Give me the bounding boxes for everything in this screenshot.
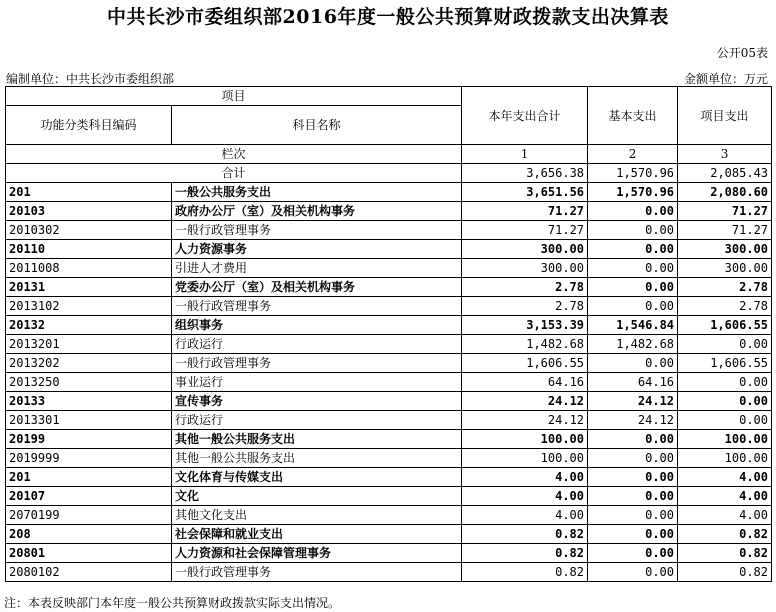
row-code: 2013301 <box>6 411 172 430</box>
form-number: 公开05表 <box>716 46 768 60</box>
table-row <box>6 183 772 202</box>
row-item: 2.78 <box>678 297 772 316</box>
row-item: 0.00 <box>678 411 772 430</box>
row-total: 3,651.56 <box>462 183 588 202</box>
table-row <box>6 449 772 468</box>
row-name: 一般公共服务支出 <box>172 183 462 202</box>
row-total: 24.12 <box>462 392 588 411</box>
row-code: 20103 <box>6 202 172 221</box>
table-row <box>6 468 772 487</box>
row-total: 1,606.55 <box>462 354 588 373</box>
row-code: 201 <box>6 183 172 202</box>
table-row <box>6 202 772 221</box>
column-index-2: 2 <box>588 145 678 164</box>
row-basic: 0.00 <box>588 278 678 297</box>
row-name: 行政运行 <box>172 411 462 430</box>
compiling-unit: 编制单位：中共长沙市委组织部 <box>6 72 175 86</box>
table-row <box>6 525 772 544</box>
row-item: 4.00 <box>678 487 772 506</box>
row-name: 文化体育与传媒支出 <box>172 468 462 487</box>
column-index-row <box>6 145 772 164</box>
row-total: 0.82 <box>462 544 588 563</box>
row-code: 2013102 <box>6 297 172 316</box>
row-basic: 24.12 <box>588 392 678 411</box>
row-name: 人力资源和社会保障管理事务 <box>172 544 462 563</box>
row-code: 20110 <box>6 240 172 259</box>
row-total: 0.82 <box>462 563 588 582</box>
row-total: 2.78 <box>462 297 588 316</box>
row-code: 2019999 <box>6 449 172 468</box>
sum-basic: 1,570.96 <box>588 164 678 183</box>
sum-item: 2,085.43 <box>678 164 772 183</box>
row-total: 4.00 <box>462 468 588 487</box>
row-name: 社会保障和就业支出 <box>172 525 462 544</box>
row-basic: 0.00 <box>588 430 678 449</box>
column-index-3: 3 <box>678 145 772 164</box>
row-name: 其他一般公共服务支出 <box>172 449 462 468</box>
row-total: 24.12 <box>462 411 588 430</box>
row-total: 1,482.68 <box>462 335 588 354</box>
row-total: 300.00 <box>462 240 588 259</box>
row-item: 100.00 <box>678 430 772 449</box>
table-row <box>6 221 772 240</box>
row-name: 事业运行 <box>172 373 462 392</box>
row-basic: 0.00 <box>588 297 678 316</box>
row-item: 1,606.55 <box>678 316 772 335</box>
table-row <box>6 354 772 373</box>
row-item: 71.27 <box>678 202 772 221</box>
row-code: 208 <box>6 525 172 544</box>
row-item: 2.78 <box>678 278 772 297</box>
row-code: 20107 <box>6 487 172 506</box>
row-name: 其他文化支出 <box>172 506 462 525</box>
row-code: 20801 <box>6 544 172 563</box>
footnote: 注：本表反映部门本年度一般公共预算财政拨款实际支出情况。 <box>4 596 341 610</box>
row-item: 4.00 <box>678 506 772 525</box>
row-item: 2,080.60 <box>678 183 772 202</box>
row-name: 一般行政管理事务 <box>172 354 462 373</box>
row-basic: 1,570.96 <box>588 183 678 202</box>
row-total: 300.00 <box>462 259 588 278</box>
row-basic: 0.00 <box>588 506 678 525</box>
row-basic: 1,482.68 <box>588 335 678 354</box>
row-basic: 0.00 <box>588 544 678 563</box>
row-total: 100.00 <box>462 430 588 449</box>
table-row <box>6 335 772 354</box>
row-total: 71.27 <box>462 221 588 240</box>
row-code: 2080102 <box>6 563 172 582</box>
table-row <box>6 544 772 563</box>
table-row <box>6 373 772 392</box>
table-row <box>6 506 772 525</box>
row-basic: 0.00 <box>588 468 678 487</box>
row-item: 0.00 <box>678 335 772 354</box>
row-code: 20199 <box>6 430 172 449</box>
row-name: 引进人才费用 <box>172 259 462 278</box>
row-name: 文化 <box>172 487 462 506</box>
table-row <box>6 411 772 430</box>
row-basic: 64.16 <box>588 373 678 392</box>
row-item: 0.00 <box>678 392 772 411</box>
row-total: 4.00 <box>462 506 588 525</box>
row-item: 4.00 <box>678 468 772 487</box>
table-row <box>6 563 772 582</box>
amount-unit: 金额单位：万元 <box>683 72 768 86</box>
row-name: 组织事务 <box>172 316 462 335</box>
row-item: 1,606.55 <box>678 354 772 373</box>
table-row <box>6 259 772 278</box>
header-code: 功能分类科目编码 <box>6 106 172 145</box>
row-total: 100.00 <box>462 449 588 468</box>
row-basic: 0.00 <box>588 221 678 240</box>
header-basic: 基本支出 <box>588 87 678 145</box>
table-row <box>6 240 772 259</box>
row-item: 100.00 <box>678 449 772 468</box>
row-basic: 0.00 <box>588 449 678 468</box>
row-code: 20132 <box>6 316 172 335</box>
row-total: 64.16 <box>462 373 588 392</box>
row-name: 党委办公厅（室）及相关机构事务 <box>172 278 462 297</box>
column-index-1: 1 <box>462 145 588 164</box>
sum-total: 3,656.38 <box>462 164 588 183</box>
row-item: 300.00 <box>678 240 772 259</box>
row-name: 其他一般公共服务支出 <box>172 430 462 449</box>
row-name: 人力资源事务 <box>172 240 462 259</box>
row-total: 0.82 <box>462 525 588 544</box>
row-basic: 0.00 <box>588 259 678 278</box>
row-code: 20133 <box>6 392 172 411</box>
row-basic: 1,546.84 <box>588 316 678 335</box>
row-name: 一般行政管理事务 <box>172 221 462 240</box>
table-row <box>6 392 772 411</box>
table-row <box>6 430 772 449</box>
row-name: 政府办公厅（室）及相关机构事务 <box>172 202 462 221</box>
table-row <box>6 487 772 506</box>
table-row <box>6 316 772 335</box>
row-basic: 0.00 <box>588 563 678 582</box>
header-item: 项目支出 <box>678 87 772 145</box>
row-basic: 0.00 <box>588 525 678 544</box>
row-name: 一般行政管理事务 <box>172 563 462 582</box>
table-row <box>6 297 772 316</box>
column-index-label: 栏次 <box>6 145 462 164</box>
row-basic: 24.12 <box>588 411 678 430</box>
report-title: 中共长沙市委组织部2016年度一般公共预算财政拨款支出决算表 <box>107 6 669 28</box>
header-project: 项目 <box>6 87 462 106</box>
header-total: 本年支出合计 <box>462 87 588 145</box>
sum-label: 合计 <box>6 164 462 183</box>
row-item: 0.82 <box>678 563 772 582</box>
row-item: 0.82 <box>678 525 772 544</box>
row-code: 2013250 <box>6 373 172 392</box>
row-total: 71.27 <box>462 202 588 221</box>
row-basic: 0.00 <box>588 202 678 221</box>
row-code: 20131 <box>6 278 172 297</box>
sum-row <box>6 164 772 183</box>
row-code: 2070199 <box>6 506 172 525</box>
header-row-project <box>6 87 772 106</box>
row-code: 201 <box>6 468 172 487</box>
row-total: 3,153.39 <box>462 316 588 335</box>
row-code: 2013202 <box>6 354 172 373</box>
row-item: 300.00 <box>678 259 772 278</box>
header-name: 科目名称 <box>172 106 462 145</box>
row-basic: 0.00 <box>588 354 678 373</box>
row-total: 4.00 <box>462 487 588 506</box>
row-code: 2011008 <box>6 259 172 278</box>
row-code: 2010302 <box>6 221 172 240</box>
expenditure-table <box>5 86 772 582</box>
row-total: 2.78 <box>462 278 588 297</box>
row-item: 71.27 <box>678 221 772 240</box>
row-item: 0.82 <box>678 544 772 563</box>
row-basic: 0.00 <box>588 240 678 259</box>
row-name: 宣传事务 <box>172 392 462 411</box>
row-name: 行政运行 <box>172 335 462 354</box>
row-name: 一般行政管理事务 <box>172 297 462 316</box>
row-item: 0.00 <box>678 373 772 392</box>
row-basic: 0.00 <box>588 487 678 506</box>
row-code: 2013201 <box>6 335 172 354</box>
table-row <box>6 278 772 297</box>
